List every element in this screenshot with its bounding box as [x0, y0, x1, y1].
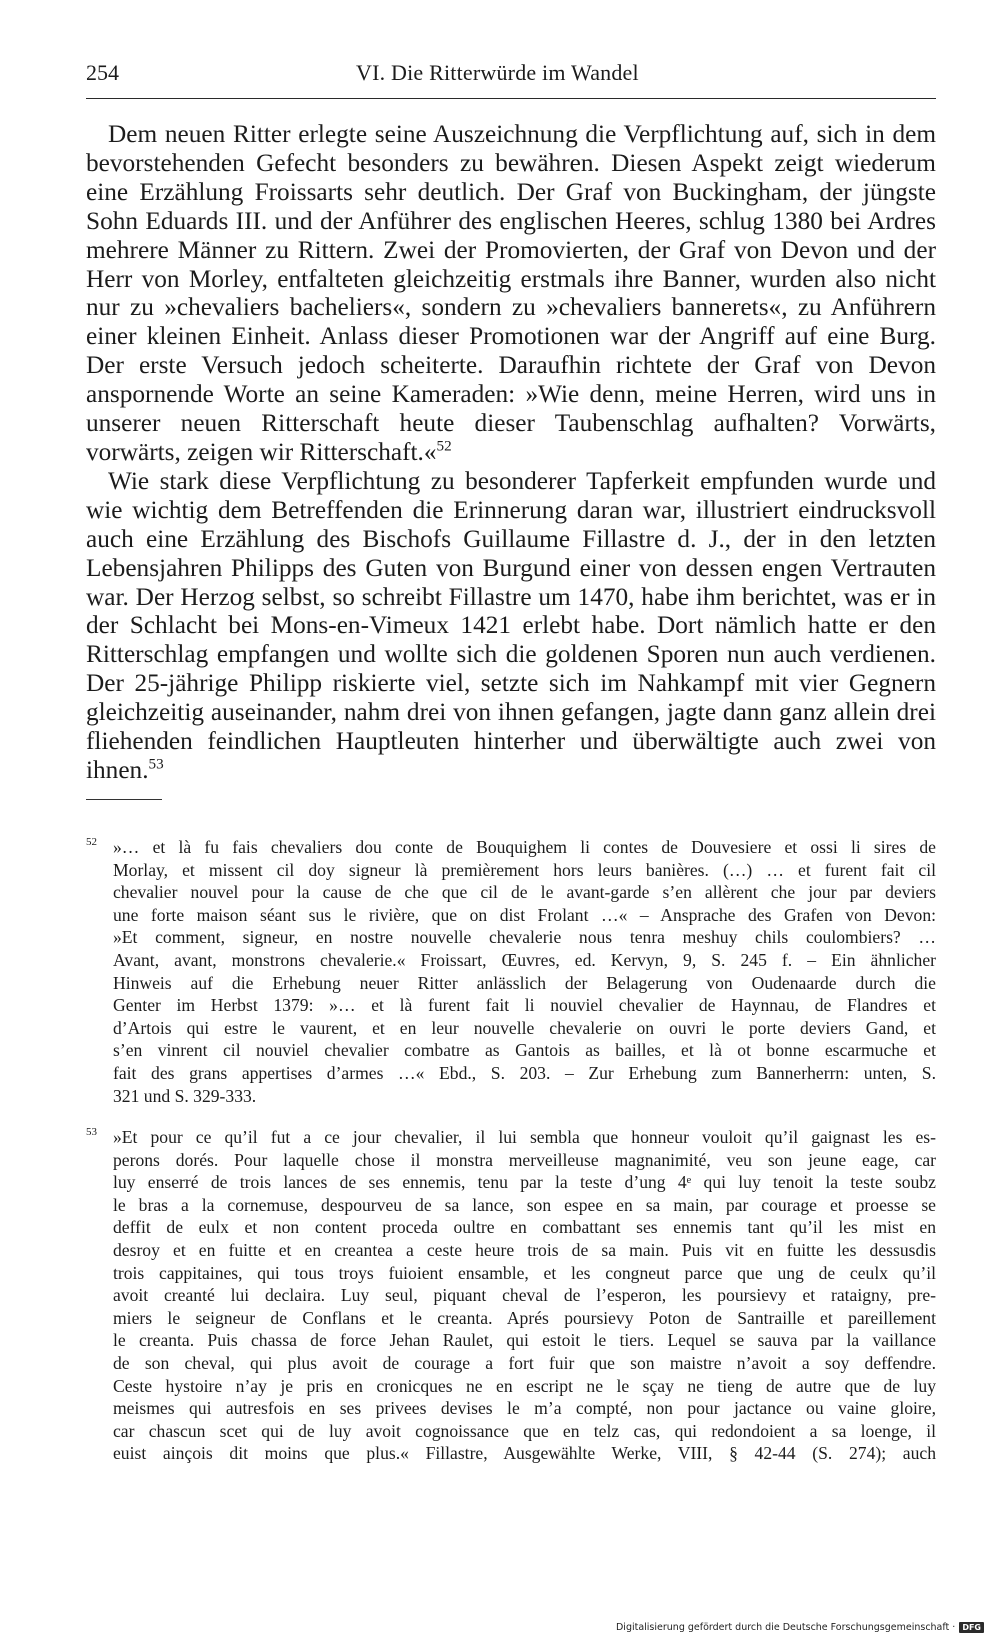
footnote-53 [86, 1126, 936, 1465]
footnote-line: meismes qui autresfois en ses privees devises le m’a compté, non pour jactance ou vaine gloire, [113, 1398, 936, 1419]
footnote-line: Hinweis auf die Erhebung neuer Ritter anlässlich der Belagerung von Oudenaarde durch die [113, 972, 936, 993]
footnote-line: de son cheval, qui plus avoit de courage a fort fuir que son maistre n’avoit a soy deffendre. [113, 1352, 936, 1373]
footnote-line: le bras a la cornemuse, despourveu de sa lance, son espee en sa main, par courage et proesse se [113, 1194, 936, 1215]
footnote-line: Morlay, et missent cil doy signeur là premièrement hors leurs banières. (…) … et furent fait cil [113, 859, 936, 880]
footnote-ref-53[interactable]: 53 [148, 755, 164, 773]
dfg-logo: DFG [959, 1622, 984, 1633]
footnote-body [113, 1126, 936, 1465]
footnote-line: car chascun scet qui de luy avoit cognoissance que en telz cas, qui redondoient a sa loenge, il [113, 1420, 936, 1441]
page-number: 254 [86, 60, 119, 85]
footnote-line: »Et pour ce qu’il fut a ce jour chevalier, il lui sembla que honneur vouloit qu’il gaignast les es- [113, 1127, 936, 1147]
footnote-number: 52 [86, 836, 97, 848]
footnote-line: deffit de eulx et non content proceda oultre en combattant ses ennemis tant qu’il les mist en [113, 1217, 936, 1238]
paragraph-2-text: Wie stark diese Verpflichtung zu besonderer Tapferkeit empfunden wurde und wie wichtig dem Betreffenden die Erinnerung daran war, illustriert eindrucksvoll auch eine Erzählung des Bischofs Guillaume Fillastre d. J., der in den letzten Lebensjahren Philipps des Guten von Burgund einer von dessen engen Vertrauten war. Der Herzog selbst, so schreibt Fillastre um 1470, habe ihm berichtet, was er in der Schlacht bei Mons-en-Vimeux 1421 erlebt habe. Dort nämlich hatte er den Ritterschlag empfangen und wollte sich die goldenen Sporen nun auch verdienen. Der 25-jährige Philipp riskierte viel, setzte sich im Nahkampf mit vier Gegnern gleichzeitig auseinander, nahm drei von ihnen gefangen, jagte dann ganz allein drei fliehenden feindlichen Hauptleuten hinterher und überwältigte auch zwei von ihnen. [86, 466, 936, 784]
footnote-line: avoit creanté lui declaira. Luy seul, piquant cheval de l’esperon, les poursievy et rataigny, pre- [113, 1285, 936, 1306]
paragraph-1-text: Dem neuen Ritter erlegte seine Auszeichnung die Verpflichtung auf, sich in dem bevorstehenden Gefecht besonders zu bewähren. Diesen Aspekt zeigt wiederum eine Erzählung Froissarts sehr deutlich. Der Graf von Buckingham, der jüngste Sohn Eduards III. und der Anführer des englischen Heeres, schlug 1380 bei Ardres mehrere Männer zu Rittern. Zwei der Promovierten, der Graf von Devon und der Herr von Morley, entfalteten gleichzeitig erstmals ihre Banner, wurden also nicht nur zu »chevaliers bacheliers«, sondern zu »chevaliers bannerets«, zu Anführern einer kleinen Einheit. Anlass dieser Promotionen war der Angriff auf eine Burg. Der erste Versuch jedoch scheiterte. Daraufhin richtete der Graf von Devon anspornende Worte an seine Kameraden: »Wie denn, meine Herren, wird uns in unserer neuen Ritterschaft heute dieser Taubenschlag aufhalten? Vorwärts, vorwärts, zeigen wir Ritterschaft.« [86, 120, 936, 466]
footnote-52 [86, 836, 936, 1107]
paragraph-2 [86, 467, 936, 785]
footnote-separator [86, 799, 162, 800]
footnote-line: »… et là fu fais chevaliers dou conte de Bouquighem li contes de Douvesiere et ossi li sires de [113, 837, 936, 857]
footnote-line: desroy et en fuitte et en creantea a ceste heure trois de sa main. Puis vit en fuitte les dessusdis [113, 1239, 936, 1260]
footnote-line: d’Artois qui estre le vaurent, et en leur nouvelle chevalerie on ouvri le porte deviers Gand, et [113, 1017, 936, 1038]
footnote-body [113, 836, 936, 1107]
footnote-line: miers le seigneur de Conflans et le creanta. Aprés poursievy Poton de Santraille et pareillement [113, 1307, 936, 1328]
footnote-line: »Et comment, signeur, en nostre nouvelle chevalerie nous tenra meshuy chils coulombiers? … [113, 927, 936, 948]
main-text [86, 120, 936, 785]
footnote-line: chevalier nouvel pour la cause de che que cil de le avant-garde s’en allèrent che jour par deviers [113, 882, 936, 903]
footnote-line: trois cappitaines, qui tous troys fuioient ensamble, et les congneut parce que ung de ceulx qu’il [113, 1262, 936, 1283]
footnote-line: luy enserré de trois lances de ses ennemis, tenu par la teste d’ung 4ᵉ qui luy tenoit la teste soubz [113, 1172, 936, 1193]
header-rule [86, 98, 936, 99]
footnote-line: 321 und S. 329-333. [113, 1085, 257, 1106]
footnote-line: Ceste hystoire n’ay je pris en cronicques ne en escript ne le sçay ne tieng de autre que de luy [113, 1375, 936, 1396]
footnote-line: une forte maison séant sus le rivière, que on dist Frolant …« – Ansprache des Grafen von Devon: [113, 904, 936, 925]
footnote-line: Avant, avant, monstrons chevalerie.« Froissart, Œuvres, ed. Kervyn, 9, S. 245 f. – Ein ähnlicher [113, 949, 936, 970]
footnote-line: Genter im Herbst 1379: »… et là furent fait li nouviel chevalier de Haynnau, de Flandres et [113, 995, 936, 1016]
footnote-line: le creanta. Puis chassa de force Jehan Raulet, qui estoit le tiers. Lequel se sauva par la vaillance [113, 1330, 936, 1351]
running-header-title: VI. Die Ritterwürde im Wandel [356, 60, 639, 85]
footnote-ref-52[interactable]: 52 [436, 437, 452, 455]
digitization-note: Digitalisierung gefördert durch die Deutsche Forschungsgemeinschaft · [615, 1622, 956, 1633]
footnote-line: perons dorés. Pour laquelle chose il monstra merveilleuse magnanimité, veu son jeune eage, car [113, 1149, 936, 1170]
paragraph-1 [86, 120, 936, 467]
footnote-number: 53 [86, 1126, 97, 1138]
digitization-footer [616, 1622, 984, 1633]
footnote-line: fait des grans appertises d’armes …« Ebd., S. 203. – Zur Erhebung zum Bannerherrn: unten, S. [113, 1062, 936, 1083]
footnote-line: euist ainçois dit moins que plus.« Fillastre, Ausgewählte Werke, VIII, § 42-44 (S. 274); auch [113, 1443, 936, 1464]
footnote-line: s’en vinrent cil nouviel chevalier combatre as Gantois as bailles, et là ot bonne escarmuche et [113, 1040, 936, 1061]
